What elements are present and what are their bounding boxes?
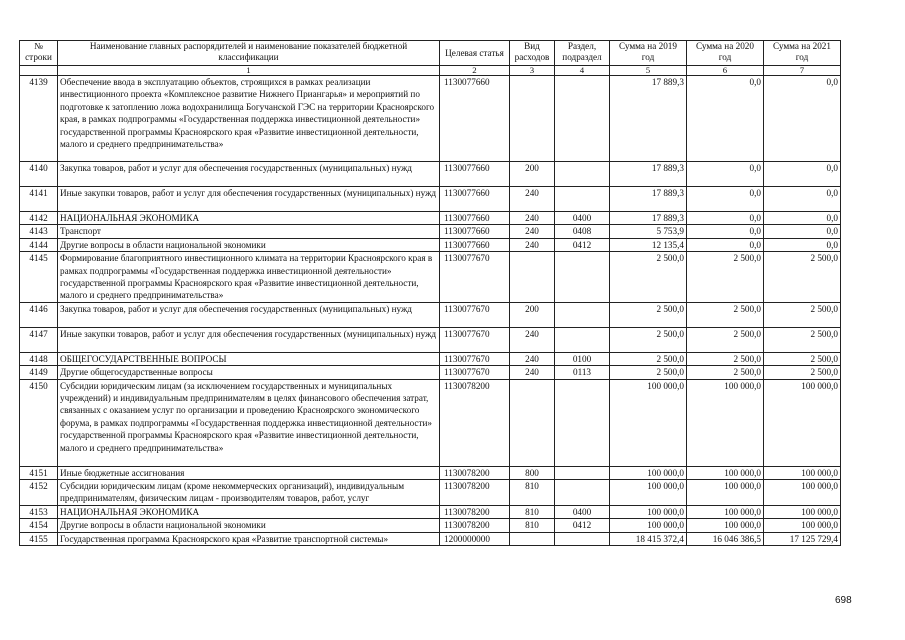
row-target-code: 1130077670 [440,352,510,365]
row-sum-2020: 0,0 [687,212,764,225]
row-number: 4153 [20,505,58,518]
row-sum-2020: 0,0 [687,238,764,251]
index-cell: 1 [58,66,440,76]
row-number: 4147 [20,327,58,352]
table-row [20,187,841,212]
row-sum-2020: 16 046 386,5 [687,532,764,545]
table-row [20,252,841,303]
header-sect: Раздел, подраздел [555,41,610,66]
row-section [555,252,610,303]
row-expense-type: 240 [510,352,555,365]
row-name: НАЦИОНАЛЬНАЯ ЭКОНОМИКА [58,505,440,518]
row-sum-2019: 17 889,3 [610,162,687,187]
header-num: № строки [20,41,58,66]
row-target-code: 1130077660 [440,212,510,225]
row-number: 4151 [20,466,58,479]
row-sum-2020: 100 000,0 [687,379,764,466]
row-expense-type: 240 [510,238,555,251]
row-sum-2021: 0,0 [764,238,841,251]
table-row [20,352,841,365]
row-expense-type [510,532,555,545]
row-section [555,532,610,545]
row-number: 4140 [20,162,58,187]
index-cell: 3 [510,66,555,76]
row-sum-2021: 0,0 [764,212,841,225]
row-sum-2020: 0,0 [687,187,764,212]
row-number: 4152 [20,480,58,506]
table-row [20,238,841,251]
row-target-code: 1130077660 [440,187,510,212]
row-number: 4149 [20,366,58,379]
row-sum-2019: 100 000,0 [610,379,687,466]
row-name: Формирование благоприятного инвестиционного климата на территории Красноярского края в рамках подпрограммы «Государственная поддержка инвестиционной деятельности» государственной программы Красноярского края «Развитие инвестиционной деятельности, малого и среднего предпринимательства» [58,252,440,303]
row-number: 4144 [20,238,58,251]
row-number: 4145 [20,252,58,303]
header-2020: Сумма на 2020 год [687,41,764,66]
row-name: Субсидии юридическим лицам (за исключением государственных и муниципальных учреждений) и индивидуальным предпринимателям в целях финансового обеспечения затрат, связанных с оказанием услуг по организации и проведению Красноярского экономического форума, в рамках подпрограммы «Государственная поддержка инвестиционной деятельности» государственной программы Красноярского края «Развитие инвестиционной деятельности, малого и среднего предпринимательства» [58,379,440,466]
row-expense-type: 240 [510,327,555,352]
table-row [20,225,841,238]
row-sum-2019: 100 000,0 [610,466,687,479]
row-expense-type: 200 [510,162,555,187]
header-exp: Вид расходов [510,41,555,66]
table-row [20,327,841,352]
row-sum-2019: 2 500,0 [610,252,687,303]
row-sum-2021: 0,0 [764,162,841,187]
row-target-code: 1130077660 [440,225,510,238]
row-expense-type: 810 [510,480,555,506]
row-section: 0400 [555,505,610,518]
row-section: 0412 [555,519,610,532]
row-sum-2021: 0,0 [764,225,841,238]
row-sum-2021: 100 000,0 [764,379,841,466]
row-expense-type: 800 [510,466,555,479]
index-cell [20,66,58,76]
table-header [20,41,841,76]
row-sum-2021: 100 000,0 [764,480,841,506]
row-sum-2021: 2 500,0 [764,302,841,327]
row-sum-2019: 17 889,3 [610,187,687,212]
row-sum-2020: 100 000,0 [687,505,764,518]
row-sum-2019: 100 000,0 [610,480,687,506]
row-number: 4146 [20,302,58,327]
row-number: 4148 [20,352,58,365]
row-sum-2021: 2 500,0 [764,327,841,352]
row-sum-2019: 17 889,3 [610,212,687,225]
row-expense-type [510,252,555,303]
table-row [20,532,841,545]
row-name: Другие вопросы в области национальной экономики [58,238,440,251]
row-section: 0412 [555,238,610,251]
row-expense-type: 240 [510,212,555,225]
row-sum-2020: 2 500,0 [687,252,764,303]
row-sum-2019: 2 500,0 [610,327,687,352]
row-sum-2019: 17 889,3 [610,76,687,162]
row-target-code: 1130077670 [440,302,510,327]
row-sum-2019: 2 500,0 [610,302,687,327]
index-cell: 2 [440,66,510,76]
table-row [20,379,841,466]
row-sum-2020: 2 500,0 [687,352,764,365]
header-code: Целевая статья [440,41,510,66]
row-number: 4141 [20,187,58,212]
row-section [555,302,610,327]
index-cell: 4 [555,66,610,76]
row-sum-2021: 100 000,0 [764,505,841,518]
header-name: Наименование главных распорядителей и наименование показателей бюджетной классификации [58,41,440,66]
index-cell: 7 [764,66,841,76]
row-number: 4139 [20,76,58,162]
row-name: НАЦИОНАЛЬНАЯ ЭКОНОМИКА [58,212,440,225]
row-name: Транспорт [58,225,440,238]
row-sum-2020: 100 000,0 [687,480,764,506]
row-target-code: 1130077660 [440,238,510,251]
row-number: 4155 [20,532,58,545]
row-section [555,327,610,352]
row-expense-type: 810 [510,505,555,518]
row-sum-2021: 0,0 [764,187,841,212]
row-section: 0113 [555,366,610,379]
table-body [20,76,841,546]
row-number: 4154 [20,519,58,532]
row-sum-2021: 0,0 [764,76,841,162]
row-name: Обеспечение ввода в эксплуатацию объектов, строящихся в рамках реализации инвестиционного проекта «Комплексное развитие Нижнего Приангарья» и мероприятий по подготовке к затоплению ложа водохранилища Богучанской ГЭС на территории Красноярского края, в рамках подпрограммы «Государственная поддержка инвестиционной деятельности» государственной программы Красноярского края «Развитие инвестиционной деятельности, малого и среднего предпринимательства» [58,76,440,162]
row-target-code: 1130077670 [440,252,510,303]
row-sum-2020: 100 000,0 [687,466,764,479]
row-sum-2019: 12 135,4 [610,238,687,251]
budget-table [19,40,841,546]
row-sum-2021: 100 000,0 [764,466,841,479]
row-name: Другие общегосударственные вопросы [58,366,440,379]
row-name: ОБЩЕГОСУДАРСТВЕННЫЕ ВОПРОСЫ [58,352,440,365]
row-sum-2019: 5 753,9 [610,225,687,238]
row-name: Иные закупки товаров, работ и услуг для обеспечения государственных (муниципальных) нужд [58,187,440,212]
row-target-code: 1130077660 [440,162,510,187]
row-sum-2020: 2 500,0 [687,366,764,379]
table-row [20,302,841,327]
row-expense-type: 810 [510,519,555,532]
table-row [20,505,841,518]
table-row [20,76,841,162]
row-sum-2020: 2 500,0 [687,327,764,352]
table-row [20,519,841,532]
row-target-code: 1130078200 [440,466,510,479]
row-sum-2021: 2 500,0 [764,252,841,303]
row-number: 4150 [20,379,58,466]
row-expense-type: 200 [510,302,555,327]
row-target-code: 1130078200 [440,505,510,518]
row-sum-2020: 2 500,0 [687,302,764,327]
row-sum-2019: 2 500,0 [610,366,687,379]
row-target-code: 1130078200 [440,480,510,506]
row-sum-2020: 0,0 [687,76,764,162]
row-expense-type: 240 [510,187,555,212]
row-target-code: 1130077670 [440,366,510,379]
row-sum-2020: 100 000,0 [687,519,764,532]
row-name: Закупка товаров, работ и услуг для обеспечения государственных (муниципальных) нужд [58,162,440,187]
row-name: Закупка товаров, работ и услуг для обеспечения государственных (муниципальных) нужд [58,302,440,327]
row-sum-2019: 2 500,0 [610,352,687,365]
row-section: 0408 [555,225,610,238]
table-row [20,480,841,506]
row-sum-2019: 18 415 372,4 [610,532,687,545]
row-target-code: 1130078200 [440,519,510,532]
table-row [20,366,841,379]
row-name: Государственная программа Красноярского края «Развитие транспортной системы» [58,532,440,545]
row-name: Другие вопросы в области национальной экономики [58,519,440,532]
index-cell: 5 [610,66,687,76]
row-sum-2019: 100 000,0 [610,505,687,518]
row-section [555,162,610,187]
row-sum-2021: 2 500,0 [764,366,841,379]
row-name: Иные закупки товаров, работ и услуг для обеспечения государственных (муниципальных) нужд [58,327,440,352]
row-sum-2021: 2 500,0 [764,352,841,365]
row-expense-type [510,76,555,162]
row-section: 0400 [555,212,610,225]
row-sum-2019: 100 000,0 [610,519,687,532]
row-section [555,379,610,466]
row-target-code: 1130077670 [440,327,510,352]
row-target-code: 1130078200 [440,379,510,466]
row-sum-2020: 0,0 [687,162,764,187]
row-number: 4143 [20,225,58,238]
header-2019: Сумма на 2019 год [610,41,687,66]
row-sum-2021: 100 000,0 [764,519,841,532]
row-expense-type [510,379,555,466]
table-row [20,212,841,225]
table-row [20,466,841,479]
header-2021: Сумма на 2021 год [764,41,841,66]
row-number: 4142 [20,212,58,225]
row-section [555,480,610,506]
column-index-row [20,66,841,76]
row-expense-type: 240 [510,225,555,238]
row-name: Субсидии юридическим лицам (кроме некоммерческих организаций), индивидуальным предпринимателям, физическим лицам - производителям товаров, работ, услуг [58,480,440,506]
row-section [555,466,610,479]
row-target-code: 1200000000 [440,532,510,545]
row-section: 0100 [555,352,610,365]
row-sum-2020: 0,0 [687,225,764,238]
row-sum-2021: 17 125 729,4 [764,532,841,545]
row-section [555,76,610,162]
index-cell: 6 [687,66,764,76]
page-number: 698 [835,595,852,606]
row-target-code: 1130077660 [440,76,510,162]
row-section [555,187,610,212]
row-expense-type: 240 [510,366,555,379]
table-row [20,162,841,187]
row-name: Иные бюджетные ассигнования [58,466,440,479]
